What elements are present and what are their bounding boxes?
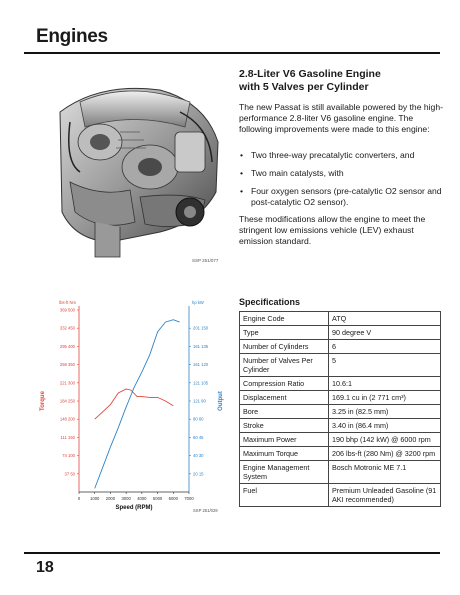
left-unit-header: lbs-ft Nm (59, 300, 76, 305)
x-tick-label: 0 (77, 496, 81, 501)
page-title: Engines (36, 26, 108, 47)
right-tick-label: 121 105 (193, 380, 209, 386)
list-item: • Two main catalysts, with (239, 168, 444, 179)
table-row (240, 433, 441, 447)
list-item: • Two three-way precatalytic converters, and (239, 150, 444, 161)
image-caption: SSP 251/077 (192, 258, 219, 263)
table-row (240, 340, 441, 354)
spec-value: 6 (329, 340, 441, 354)
left-axis-label: Torque (40, 391, 46, 411)
spec-value: 5 (329, 354, 441, 377)
x-tick-label: 3000 (121, 496, 131, 501)
spec-label: Fuel (240, 484, 329, 507)
left-tick-label: 258 350 (59, 362, 75, 368)
chart-svg (34, 296, 229, 526)
right-tick-label: 60 45 (193, 434, 204, 440)
engine-drawing (40, 72, 230, 262)
table-row (240, 354, 441, 377)
right-tick-label: 161 120 (193, 362, 209, 368)
article-title (239, 68, 439, 94)
right-tick-label: 40 30 (193, 453, 204, 459)
right-unit-header: hp kW (192, 300, 204, 305)
right-tick-label: 121 90 (193, 398, 206, 404)
left-tick-label: 369 500 (59, 307, 75, 313)
spec-label: Engine Code (240, 312, 329, 326)
x-axis-label: Speed (RPM) (115, 505, 153, 511)
engine-illustration (40, 72, 230, 262)
table-row (240, 326, 441, 340)
left-tick-label: 148 200 (59, 416, 75, 422)
table-row (240, 405, 441, 419)
spec-value: ATQ (329, 312, 441, 326)
header-rule (24, 52, 440, 54)
left-tick-label: 37 50 (64, 471, 75, 477)
right-tick-label: 20 15 (193, 471, 204, 477)
table-row (240, 391, 441, 405)
spec-value: 3.25 in (82.5 mm) (329, 405, 441, 419)
right-tick-label: 161 135 (193, 343, 209, 349)
left-tick-label: 332 450 (59, 325, 75, 331)
torque-curve (95, 389, 174, 419)
left-tick-label: 221 300 (59, 380, 75, 386)
footer-rule (24, 552, 440, 554)
spec-value: 90 degree V (329, 326, 441, 340)
right-tick-label: 201 150 (193, 325, 209, 331)
table-row (240, 377, 441, 391)
page-number: 18 (36, 559, 54, 576)
specifications-table (239, 311, 441, 507)
table-row (240, 447, 441, 461)
table-row (240, 312, 441, 326)
table-row (240, 461, 441, 484)
spec-label: Maximum Power (240, 433, 329, 447)
spec-value: Premium Unleaded Gasoline (91 AKI recommended) (329, 484, 441, 507)
spec-value: Bosch Motronic ME 7.1 (329, 461, 441, 484)
spec-label: Number of Valves Per Cylinder (240, 354, 329, 377)
x-tick-label: 7000 (184, 496, 194, 501)
output-curve (95, 320, 180, 489)
right-axis-label: Output (218, 391, 224, 411)
x-tick-label: 1000 (90, 496, 100, 501)
article-title-line1: 2.8-Liter V6 Gasoline Engine (239, 68, 381, 80)
spec-label: Engine Management System (240, 461, 329, 484)
article-title-line2: with 5 Valves per Cylinder (239, 81, 369, 93)
x-tick-label: 6000 (168, 496, 178, 501)
x-tick-label: 4000 (137, 496, 147, 501)
spec-label: Bore (240, 405, 329, 419)
spec-label: Stroke (240, 419, 329, 433)
spec-value: 3.40 in (86.4 mm) (329, 419, 441, 433)
chart-caption: SSP 251/029 (193, 508, 218, 513)
spec-value: 10.6:1 (329, 377, 441, 391)
closing-paragraph: These modifications allow the engine to meet the stringent low emissions vehicle (LEV) exhaust emission standard. (239, 214, 426, 246)
right-tick-label: 80 60 (193, 416, 204, 422)
list-item: • Four oxygen sensors (pre-catalytic O2 sensor and post-catalytic O2 sensor). (239, 186, 444, 208)
spec-label: Maximum Torque (240, 447, 329, 461)
table-row (240, 484, 441, 507)
spec-value: 169.1 cu in (2 771 cm³) (329, 391, 441, 405)
intro-paragraph: The new Passat is still available powered by the high-performance 2.8-liter V6 gasoline engine. The following improvements were made to this engine: (239, 102, 443, 134)
spec-label: Compression Ratio (240, 377, 329, 391)
specifications-heading: Specifications (239, 297, 301, 307)
improvement-list (239, 150, 444, 215)
left-tick-label: 184 250 (59, 398, 75, 404)
spec-label: Number of Cylinders (240, 340, 329, 354)
spec-value: 206 lbs-ft (280 Nm) @ 3200 rpm (329, 447, 441, 461)
torque-output-chart (34, 296, 229, 526)
table-row (240, 419, 441, 433)
spec-label: Type (240, 326, 329, 340)
left-tick-label: 295 400 (59, 343, 75, 349)
left-tick-label: 74 100 (62, 453, 75, 459)
x-tick-label: 2000 (105, 496, 116, 501)
spec-label: Displacement (240, 391, 329, 405)
spec-value: 190 bhp (142 kW) @ 6000 rpm (329, 433, 441, 447)
x-tick-label: 5000 (152, 496, 163, 501)
left-tick-label: 111 150 (60, 434, 75, 440)
